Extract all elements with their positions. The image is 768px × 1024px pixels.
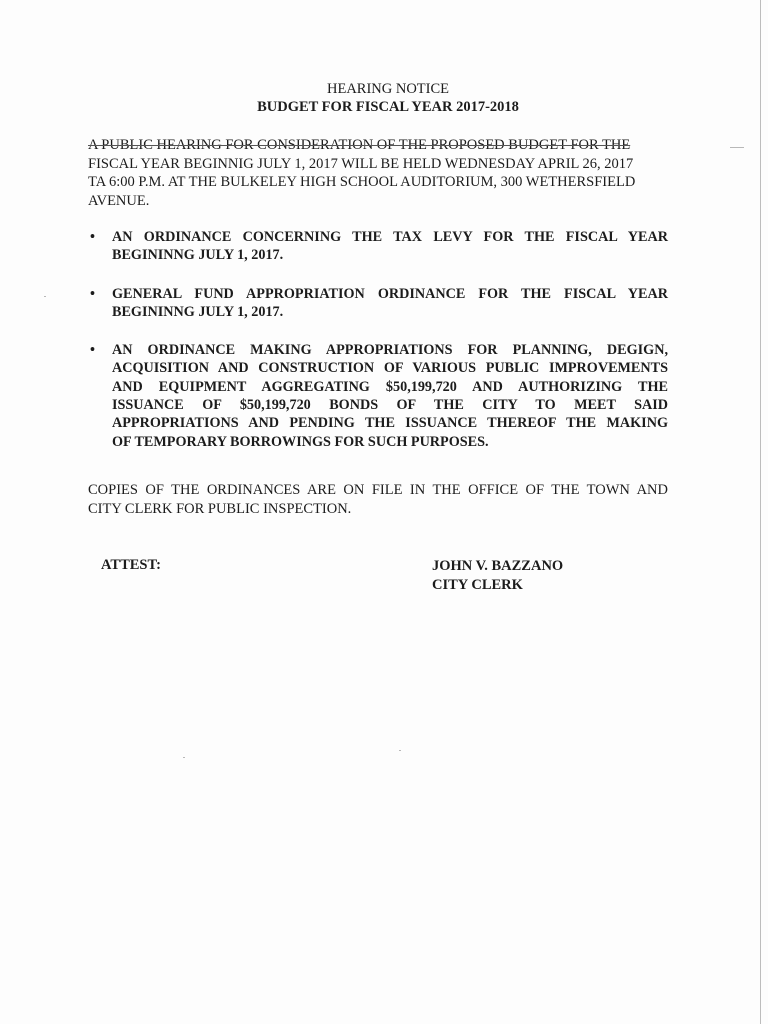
intro-line: AVENUE.: [88, 192, 150, 209]
page-edge-line: [760, 0, 761, 1024]
signer-title: CITY CLERK: [432, 577, 523, 593]
bullet-icon: •: [90, 285, 95, 302]
bullet-icon: •: [90, 342, 95, 359]
notice-header: [0, 80, 768, 116]
intro-line: FISCAL YEAR BEGINNIG JULY 1, 2017 WILL BE HELD WEDNESDAY APRIL 26, 2017: [88, 155, 634, 172]
ordinance-list: [88, 228, 668, 471]
notice-subtitle: BUDGET FOR FISCAL YEAR 2017-2018: [257, 99, 519, 115]
scan-speck: [44, 296, 46, 297]
ordinance-line: APPROPRIATIONS AND PENDING THE ISSUANCE THEREOF THE MAKING: [112, 415, 668, 432]
scan-speck: [730, 147, 744, 148]
ordinance-item: [88, 341, 668, 451]
attest-label: ATTEST:: [101, 557, 161, 573]
ordinance-line: ACQUISITION AND CONSTRUCTION OF VARIOUS PUBLIC IMPROVEMENTS: [112, 360, 668, 377]
copies-line: COPIES OF THE ORDINANCES ARE ON FILE IN THE OFFICE OF THE TOWN AND: [88, 482, 668, 498]
ordinance-item: [88, 285, 668, 322]
scan-speck: [183, 757, 185, 758]
copies-line: CITY CLERK FOR PUBLIC INSPECTION.: [88, 500, 352, 517]
ordinance-line: GENERAL FUND APPROPRIATION ORDINANCE FOR THE FISCAL YEAR: [112, 285, 668, 302]
ordinance-item: [88, 228, 668, 265]
ordinance-line: AN ORDINANCE CONCERNING THE TAX LEVY FOR THE FISCAL YEAR: [112, 229, 668, 245]
intro-line: A PUBLIC HEARING FOR CONSIDERATION OF THE PROPOSED BUDGET FOR THE: [88, 137, 631, 153]
ordinance-line: AN ORDINANCE MAKING APPROPRIATIONS FOR PLANNING, DEGIGN,: [112, 342, 668, 359]
scan-speck: [399, 750, 401, 751]
ordinance-line: BEGININNG JULY 1, 2017.: [112, 247, 284, 264]
signer-name: JOHN V. BAZZANO: [432, 558, 564, 574]
ordinance-line: ISSUANCE OF $50,199,720 BONDS OF THE CITY TO MEET SAID: [112, 397, 668, 414]
ordinance-line: AND EQUIPMENT AGGREGATING $50,199,720 AND AUTHORIZING THE: [112, 378, 668, 395]
bullet-icon: •: [90, 229, 95, 245]
notice-title: HEARING NOTICE: [326, 81, 450, 97]
ordinance-line: BEGININNG JULY 1, 2017.: [112, 303, 284, 320]
ordinance-line: OF TEMPORARY BORROWINGS FOR SUCH PURPOSES.: [112, 433, 489, 450]
copies-paragraph: [88, 481, 668, 518]
intro-line: TA 6:00 P.M. AT THE BULKELEY HIGH SCHOOL AUDITORIUM, 300 WETHERSFIELD: [88, 174, 636, 190]
intro-paragraph: [88, 136, 668, 210]
signature-block: [432, 557, 563, 595]
